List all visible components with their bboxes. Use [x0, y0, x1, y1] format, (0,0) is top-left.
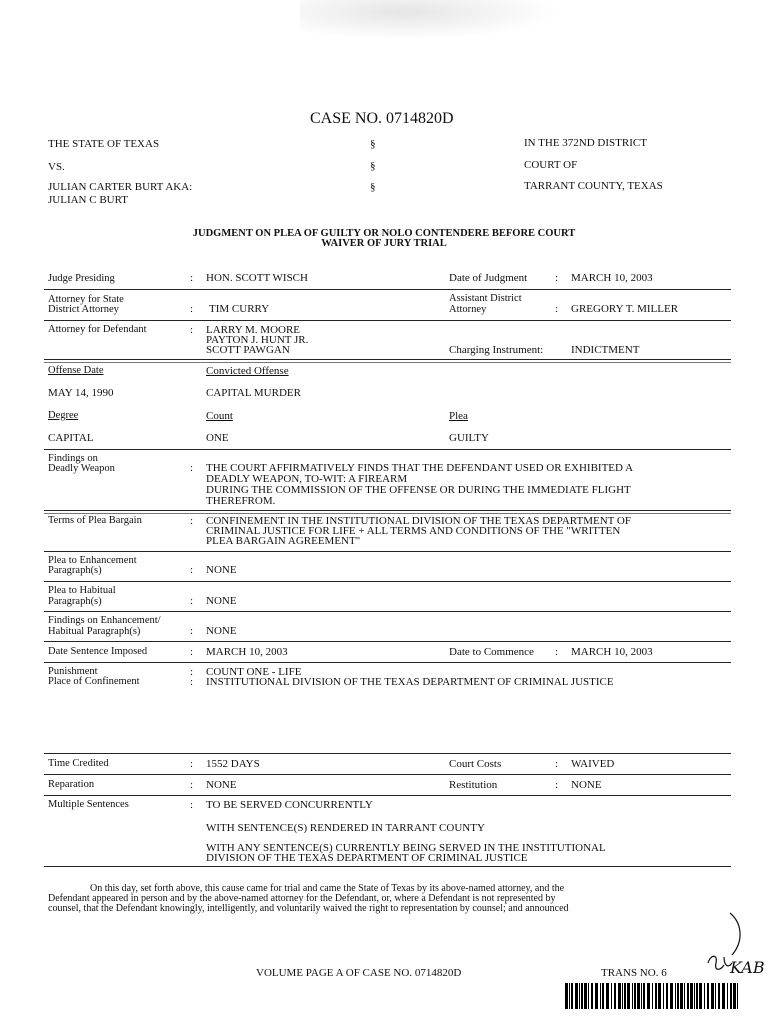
terms-value-2: CRIMINAL JUSTICE FOR LIFE + ALL TERMS AND CONDITIONS OF THE "WRITTEN: [206, 525, 621, 537]
case-number: CASE NO. 0714820D: [310, 110, 454, 127]
attorney-def-value-2: PAYTON J. HUNT JR.: [206, 334, 309, 346]
count-label: Count: [206, 410, 233, 422]
findings-enh-value: NONE: [206, 625, 237, 637]
judgment-title: JUDGMENT ON PLEA OF GUILTY OR NOLO CONTENDERE BEFORE COURT: [192, 228, 576, 239]
barcode-bar: [634, 983, 636, 1009]
colon: :: [190, 462, 194, 474]
barcode-bar: [569, 983, 570, 1009]
colon: :: [190, 303, 194, 315]
barcode-bar: [571, 983, 573, 1009]
volume-line: VOLUME PAGE A OF CASE NO. 0714820D: [256, 967, 462, 979]
multiple-value-2: WITH SENTENCE(S) RENDERED IN TARRANT COUNTY: [206, 822, 485, 834]
judgment-subtitle: WAIVER OF JURY TRIAL: [321, 238, 447, 249]
barcode-bar: [670, 983, 673, 1009]
caption-state: THE STATE OF TEXAS: [48, 138, 160, 150]
charging-value: INDICTMENT: [571, 344, 640, 356]
body-paragraph-line-3: counsel, that the Defendant knowingly, intelligently, and voluntarily waived the right to representation by counsel; and announced: [48, 903, 569, 914]
barcode-bar: [730, 983, 732, 1009]
divider: [44, 662, 731, 663]
colon: :: [190, 324, 194, 336]
trans-number: TRANS NO. 6: [601, 967, 667, 979]
caption-court-2: COURT OF: [524, 159, 578, 171]
caption-court-3: TARRANT COUNTY, TEXAS: [524, 180, 663, 192]
offense-date-value: MAY 14, 1990: [48, 387, 114, 399]
barcode-bar: [588, 983, 589, 1009]
attorney-state-label-2: District Attorney: [48, 304, 119, 315]
barcode-bar: [602, 983, 604, 1009]
judge-value: HON. SCOTT WISCH: [206, 272, 308, 284]
initials-text: KAB: [730, 958, 765, 977]
barcode-bar: [690, 983, 693, 1009]
divider: [44, 510, 731, 514]
confinement-label: Place of Confinement: [48, 676, 140, 687]
confinement-value: INSTITUTIONAL DIVISION OF THE TEXAS DEPARTMENT OF CRIMINAL JUSTICE: [206, 676, 614, 688]
divider: [44, 289, 731, 290]
findings-value-4: THEREFROM.: [206, 495, 276, 507]
colon: :: [555, 646, 559, 658]
barcode-bar: [711, 983, 714, 1009]
terms-value-3: PLEA BARGAIN AGREEMENT": [206, 535, 361, 547]
barcode-bar: [611, 983, 612, 1009]
barcode-bar: [707, 983, 709, 1009]
barcode-bar: [600, 983, 601, 1009]
barcode-bar: [614, 983, 616, 1009]
multiple-value-1: TO BE SERVED CONCURRENTLY: [206, 799, 373, 811]
attorney-state-label: Attorney for State: [48, 294, 124, 305]
barcode-bar: [643, 983, 645, 1009]
divider: [44, 795, 731, 796]
divider: [44, 866, 731, 867]
date-judgment-value: MARCH 10, 2003: [571, 272, 653, 284]
court-costs-label: Court Costs: [449, 758, 502, 770]
date-commence-label: Date to Commence: [449, 646, 534, 658]
date-sentence-value: MARCH 10, 2003: [206, 646, 288, 658]
barcode-bar: [641, 983, 642, 1009]
divider: [44, 359, 731, 363]
barcode-bar: [658, 983, 661, 1009]
judge-label: Judge Presiding: [48, 273, 115, 284]
caption-vs: VS.: [48, 161, 65, 173]
barcode-bar: [666, 983, 668, 1009]
body-paragraph-line-1: On this day, set forth above, this cause came for trial and came the State of Texas by its above-named attorney, and the: [90, 883, 565, 894]
convicted-offense-value: CAPITAL MURDER: [206, 387, 301, 399]
ada-label-2: Attorney: [449, 304, 487, 315]
time-credited-label: Time Credited: [48, 758, 109, 769]
barcode-bar: [733, 983, 736, 1009]
barcode-bar: [581, 983, 583, 1009]
handwritten-initials: [700, 905, 766, 985]
colon: :: [555, 758, 559, 770]
colon: :: [190, 595, 194, 607]
divider: [44, 753, 731, 754]
section-mark: §: [370, 138, 376, 150]
caption-defendant: JULIAN CARTER BURT AKA:: [48, 181, 193, 193]
attorney-def-value-3: SCOTT PAWGAN: [206, 344, 290, 356]
punishment-label: Punishment: [48, 666, 98, 677]
barcode-bar: [694, 983, 695, 1009]
barcode-bar: [624, 983, 626, 1009]
barcode-bar: [663, 983, 664, 1009]
offense-date-label: Offense Date: [48, 365, 104, 376]
colon: :: [555, 272, 559, 284]
barcode-bar: [680, 983, 683, 1009]
barcode-bar: [727, 983, 728, 1009]
barcode-bar: [655, 983, 657, 1009]
restitution-label: Restitution: [449, 779, 498, 791]
barcode-bar: [622, 983, 623, 1009]
barcode-bar: [647, 983, 650, 1009]
plea-enh-label-2: Paragraph(s): [48, 565, 102, 576]
caption-defendant-aka: JULIAN C BURT: [48, 194, 129, 206]
divider: [44, 320, 731, 321]
attorney-def-value-1: LARRY M. MOORE: [206, 324, 301, 336]
barcode-bar: [606, 983, 609, 1009]
divider: [44, 611, 731, 612]
divider: [44, 551, 731, 552]
colon: :: [190, 676, 194, 688]
barcode-bar: [704, 983, 705, 1009]
divider: [44, 449, 731, 450]
terms-label: Terms of Plea Bargain: [48, 515, 142, 526]
colon: :: [190, 564, 194, 576]
punishment-value: COUNT ONE - LIFE: [206, 666, 302, 678]
barcode-bar: [595, 983, 598, 1009]
plea-label: Plea: [449, 410, 468, 422]
plea-hab-label: Plea to Habitual: [48, 585, 116, 596]
barcode-bar: [677, 983, 679, 1009]
barcode-bar: [718, 983, 720, 1009]
colon: :: [190, 625, 194, 637]
findings-enh-label: Findings on Enhancement/: [48, 615, 161, 626]
scan-noise: [300, 0, 560, 40]
date-judgment-label: Date of Judgment: [449, 272, 528, 284]
ada-label: Assistant District: [449, 293, 522, 304]
attorney-state-value: TIM CURRY: [209, 303, 270, 315]
findings-label-2: Deadly Weapon: [48, 463, 115, 474]
barcode-bar: [696, 983, 698, 1009]
convicted-offense-label: Convicted Offense: [206, 365, 289, 377]
colon: :: [190, 272, 194, 284]
date-sentence-label: Date Sentence Imposed: [48, 646, 148, 657]
barcode-bar: [652, 983, 653, 1009]
barcode-bar: [584, 983, 587, 1009]
barcode-bar: [565, 983, 568, 1009]
reparation-label: Reparation: [48, 779, 95, 790]
divider: [44, 774, 731, 775]
barcode-bar: [687, 983, 689, 1009]
colon: :: [555, 779, 559, 791]
reparation-value: NONE: [206, 779, 237, 791]
barcode-bar: [627, 983, 630, 1009]
body-paragraph-line-2: Defendant appeared in person and by the above-named attorney for the Defendant, or, where a Defendant is not represented by: [48, 893, 556, 904]
barcode-bar: [684, 983, 685, 1009]
charging-label: Charging Instrument:: [449, 344, 544, 356]
caption-court-1: IN THE 372ND DISTRICT: [524, 137, 647, 149]
section-mark: §: [370, 181, 376, 193]
time-credited-value: 1552 DAYS: [206, 758, 260, 770]
barcode-bar: [618, 983, 621, 1009]
multiple-label: Multiple Sentences: [48, 799, 129, 810]
findings-value-3: DURING THE COMMISSION OF THE OFFENSE OR DURING THE IMMEDIATE FLIGHT: [206, 484, 631, 496]
colon: :: [190, 515, 194, 527]
court-costs-value: WAIVED: [571, 758, 615, 770]
barcode-bar: [591, 983, 593, 1009]
plea-enh-value: NONE: [206, 564, 237, 576]
findings-label: Findings on: [48, 453, 98, 464]
date-commence-value: MARCH 10, 2003: [571, 646, 653, 658]
colon: :: [190, 758, 194, 770]
plea-hab-value: NONE: [206, 595, 237, 607]
findings-value-2: DEADLY WEAPON, TO-WIT: A FIREARM: [206, 473, 408, 485]
barcode-bar: [722, 983, 725, 1009]
colon: :: [190, 646, 194, 658]
divider: [44, 581, 731, 582]
barcode-bar: [575, 983, 578, 1009]
barcode-bar: [632, 983, 633, 1009]
findings-enh-label-2: Habitual Paragraph(s): [48, 626, 141, 637]
barcode-bar: [737, 983, 738, 1009]
count-value: ONE: [206, 432, 229, 444]
attorney-def-label: Attorney for Defendant: [48, 324, 147, 335]
terms-value-1: CONFINEMENT IN THE INSTITUTIONAL DIVISION OF THE TEXAS DEPARTMENT OF: [206, 515, 631, 527]
colon: :: [190, 666, 194, 678]
barcode-bar: [715, 983, 716, 1009]
barcode-bar: [675, 983, 676, 1009]
ada-value: GREGORY T. MILLER: [571, 303, 679, 315]
plea-value: GUILTY: [449, 432, 489, 444]
barcode-bar: [699, 983, 702, 1009]
findings-value-1: THE COURT AFFIRMATIVELY FINDS THAT THE DEFENDANT USED OR EXHIBITED A: [206, 462, 634, 474]
barcode-bar: [637, 983, 640, 1009]
multiple-value-3a: WITH ANY SENTENCE(S) CURRENTLY BEING SERVED IN THE INSTITUTIONAL: [206, 842, 606, 854]
barcode: [565, 983, 740, 1009]
degree-label: Degree: [48, 410, 79, 421]
barcode-bar: [579, 983, 580, 1009]
colon: :: [190, 779, 194, 791]
section-mark: §: [370, 160, 376, 172]
degree-value: CAPITAL: [48, 432, 94, 444]
colon: :: [555, 303, 559, 315]
divider: [44, 641, 731, 642]
plea-enh-label: Plea to Enhancement: [48, 555, 137, 566]
multiple-value-3b: DIVISION OF THE TEXAS DEPARTMENT OF CRIMINAL JUSTICE: [206, 852, 528, 864]
colon: :: [190, 799, 194, 811]
plea-hab-label-2: Paragraph(s): [48, 596, 102, 607]
restitution-value: NONE: [571, 779, 602, 791]
